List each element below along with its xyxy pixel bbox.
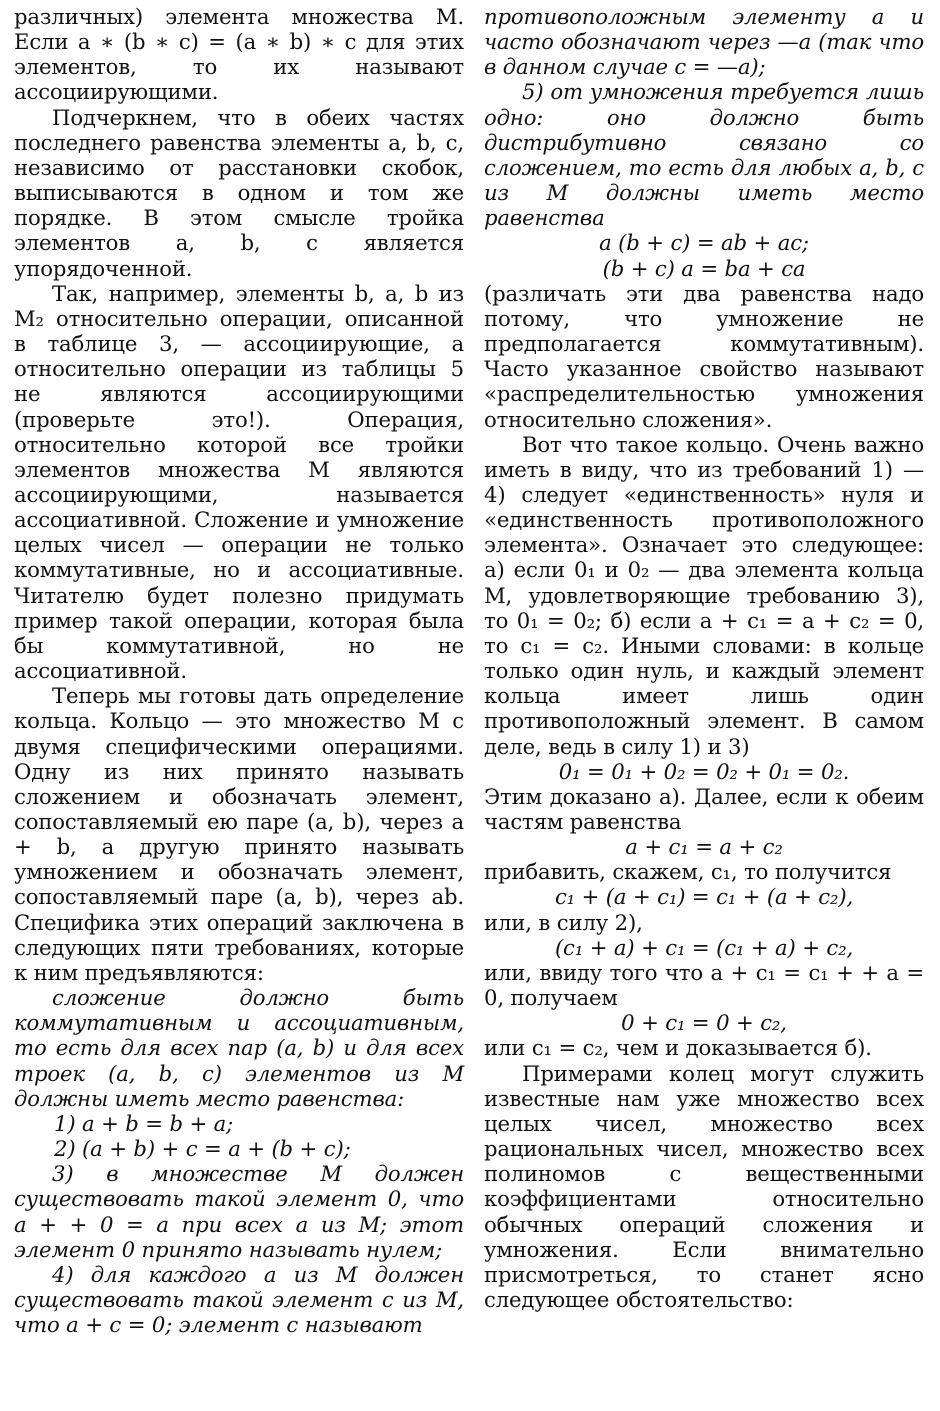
paragraph: Вот что такое кольцо. Очень важно иметь в виду, что из требований 1) — 4) следует «единственность» нуля и «единственность противоположного элемента». Означает это следующее: а) если 0₁ и 0₂ — два элемента кольца M, удовлетворяющие требованию 3), то 0₁ = 0₂; б) если a + c₁ = a + c₂ = 0, то c₁ = c₂. Иными словами: в кольце только один нуль, и каждый элемент кольца имеет лишь один противоположный элемент. В самом деле, ведь в силу 1) и 3) [484, 431, 924, 759]
paragraph: или, в силу 2), [484, 909, 643, 935]
equation: a (b + c) = ab + ac; [599, 230, 809, 256]
equation: 2) (a + b) + c = a + (b + c); [54, 1136, 351, 1162]
paragraph: Этим доказано а). Далее, если к обеим частям равенства [484, 783, 924, 834]
equation: a + c₁ = a + c₂ [625, 834, 783, 860]
paragraph: (различать эти два равенства надо потому, что умножение не предполагается коммутативным). Часто указанное свойство называют «распределительностью умножения относительно сложения». [484, 280, 924, 432]
right-column [484, 4, 924, 1312]
paragraph: различных) элемента множества M. Если a ∗ (b ∗ c) = (a ∗ b) ∗ c для этих элементов, то их называют ассоциирующими. [14, 4, 464, 105]
equation: (c₁ + a) + c₁ = (c₁ + a) + c₂, [554, 934, 854, 960]
equation: 0₁ = 0₁ + 0₂ = 0₂ + 0₁ = 0₂. [558, 758, 850, 784]
paragraph: противоположным элементу a и часто обозначают через —a (так что в данном случае c = —a); [484, 4, 924, 80]
requirement-4: 4) для каждого a из M должен существовать такой элемент c из M, что a + c = 0; элемент c называют [14, 1261, 464, 1338]
equation: c₁ + (a + c₁) = c₁ + (a + c₂), [554, 884, 854, 910]
paragraph: Примерами колец могут служить известные нам уже множество всех целых чисел, множество всех рациональных чисел, множество всех полиномов с вещественными коэффициентами относительно обычных операций сложения и умножения. Если внимательно присмотреться, то станет ясно следующее обстоятельство: [484, 1060, 924, 1312]
paragraph: Так, например, элементы b, a, b из M₂ относительно операции, описанной в таблице 3, — ассоциирующие, а относительно операции из таблицы 5 не являются ассоциирующими (проверьте это!). Операция, относительно которой все тройки элементов множества M являются ассоциирующими, называется ассоциативной. Сложение и умножение целых чисел — операции не только коммутативные, но и ассоциативные. Читателю будет полезно придумать пример такой операции, которая была бы коммутативной, но не ассоциативной. [14, 280, 464, 684]
paragraph: или c₁ = c₂, чем и доказывается б). [484, 1035, 872, 1061]
left-column [14, 4, 464, 1337]
equation: (b + c) a = ba + ca [602, 255, 806, 281]
paragraph: Теперь мы готовы дать определение кольца. Кольцо — это множество M с двумя специфическими операциями. Одну из них принято называть сложением и обозначать элемент, сопоставляемый ею паре (a, b), через a + b, а другую принято называть умножением и обозначать элемент, сопоставляемый паре (a, b), через ab. Специфика этих операций заключена в следующих пяти требованиях, которые к ним предъявляются: [14, 683, 464, 985]
equation: 0 + c₁ = 0 + c₂, [621, 1010, 787, 1036]
paragraph: Подчеркнем, что в обеих частях последнего равенства элементы a, b, c, независимо от расстановки скобок, выписываются в одном и том же порядке. В этом смысле тройка элементов a, b, c является упорядоченной. [14, 104, 464, 281]
paragraph: прибавить, скажем, c₁, то получится [484, 859, 892, 885]
requirement-intro: сложение должно быть коммутативным и ассоциативным, то есть для всех пар (a, b) и для всех троек (a, b, c) элементов из M должны иметь место равенства: [14, 985, 464, 1111]
requirement-5: 5) от умножения требуется лишь одно: оно должно быть дистрибутивно связано со сложением, то есть для любых a, b, c из M должны иметь место равенства [484, 79, 924, 231]
requirement-3: 3) в множестве M должен существовать такой элемент 0, что a + + 0 = a при всех a из M; этот элемент 0 принято называть нулем; [14, 1161, 464, 1262]
equation: 1) a + b = b + a; [54, 1110, 234, 1136]
paragraph: или, ввиду того что a + c₁ = c₁ + + a = 0, получаем [484, 959, 924, 1011]
